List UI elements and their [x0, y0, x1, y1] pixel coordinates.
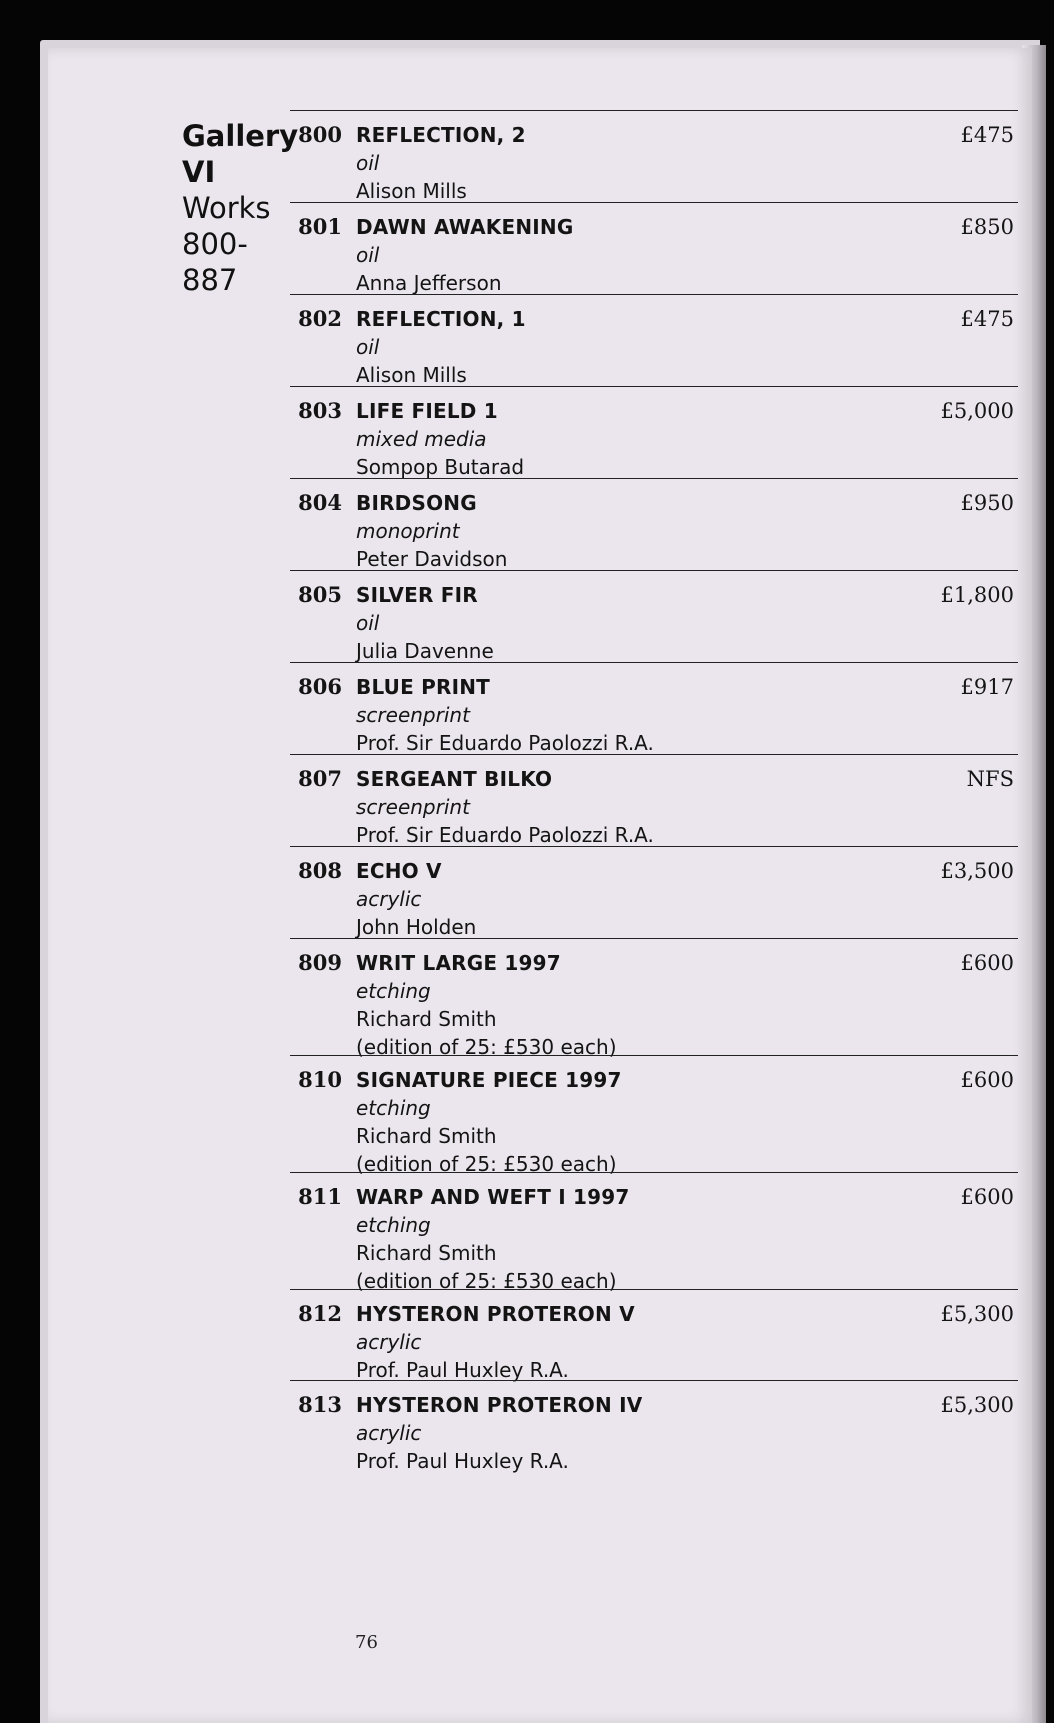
work-details [356, 213, 1018, 297]
work-entry [290, 386, 1018, 478]
work-details [356, 397, 1018, 481]
work-price: £5,300 [940, 1393, 1014, 1417]
work-entry [290, 478, 1018, 570]
work-title: SIGNATURE PIECE 1997 [356, 1068, 622, 1092]
work-number: 808 [298, 858, 342, 883]
work-number: 810 [298, 1067, 342, 1092]
work-entry [290, 1172, 1018, 1293]
works-range-start: 800- [182, 227, 248, 261]
works-list [290, 110, 1018, 1471]
work-medium: monoprint [356, 519, 460, 543]
work-number: 801 [298, 214, 342, 239]
work-number: 812 [298, 1301, 342, 1326]
gallery-heading [182, 118, 299, 298]
work-title: ECHO V [356, 859, 442, 883]
work-edition-note: (edition of 25: £530 each) [356, 1152, 617, 1176]
work-price: £950 [960, 491, 1014, 515]
work-details [356, 121, 1018, 205]
work-price: £5,300 [940, 1302, 1014, 1326]
work-price: NFS [966, 767, 1014, 791]
work-price: £1,800 [940, 583, 1014, 607]
work-entry [290, 662, 1018, 754]
work-edition-note: (edition of 25: £530 each) [356, 1035, 617, 1059]
gallery-label: Gallery [182, 119, 299, 153]
work-medium: acrylic [356, 1421, 422, 1445]
work-title: WARP AND WEFT I 1997 [356, 1185, 630, 1209]
work-number: 805 [298, 582, 342, 607]
work-title: REFLECTION, 1 [356, 307, 526, 331]
work-entry [290, 1055, 1018, 1176]
work-number: 813 [298, 1392, 342, 1417]
work-details [356, 673, 1018, 757]
work-title: SILVER FIR [356, 583, 478, 607]
work-medium: oil [356, 243, 380, 267]
works-label: Works [182, 191, 271, 225]
work-entry [290, 1380, 1018, 1471]
work-details [356, 489, 1018, 573]
work-artist: Prof. Paul Huxley R.A. [356, 1358, 569, 1382]
work-title: REFLECTION, 2 [356, 123, 526, 147]
work-details [356, 765, 1018, 849]
work-details [356, 1391, 1018, 1475]
work-artist: John Holden [356, 915, 477, 939]
work-medium: etching [356, 979, 431, 1003]
work-number: 803 [298, 398, 342, 423]
page-number: 76 [355, 1632, 378, 1653]
work-artist: Richard Smith [356, 1124, 497, 1148]
work-price: £475 [960, 307, 1014, 331]
work-medium: acrylic [356, 887, 422, 911]
work-title: BIRDSONG [356, 491, 477, 515]
work-price: £3,500 [940, 859, 1014, 883]
work-number: 811 [298, 1184, 342, 1209]
work-title: DAWN AWAKENING [356, 215, 574, 239]
work-details [356, 1066, 1018, 1178]
work-number: 809 [298, 950, 342, 975]
work-price: £600 [960, 951, 1014, 975]
work-title: BLUE PRINT [356, 675, 491, 699]
work-details [356, 857, 1018, 941]
work-medium: oil [356, 611, 380, 635]
work-price: £850 [960, 215, 1014, 239]
work-artist: Anna Jefferson [356, 271, 502, 295]
work-medium: etching [356, 1096, 431, 1120]
work-entry [290, 938, 1018, 1059]
work-price: £600 [960, 1068, 1014, 1092]
work-artist: Alison Mills [356, 179, 467, 203]
work-artist: Peter Davidson [356, 547, 508, 571]
work-artist: Alison Mills [356, 363, 467, 387]
works-range-end: 887 [182, 263, 238, 297]
work-artist: Prof. Sir Eduardo Paolozzi R.A. [356, 731, 654, 755]
work-title: HYSTERON PROTERON IV [356, 1393, 643, 1417]
work-artist: Sompop Butarad [356, 455, 525, 479]
work-artist: Prof. Sir Eduardo Paolozzi R.A. [356, 823, 654, 847]
work-artist: Julia Davenne [356, 639, 494, 663]
work-title: HYSTERON PROTERON V [356, 1302, 635, 1326]
work-edition-note: (edition of 25: £530 each) [356, 1269, 617, 1293]
work-medium: screenprint [356, 795, 470, 819]
work-medium: acrylic [356, 1330, 422, 1354]
work-entry [290, 202, 1018, 294]
work-title: WRIT LARGE 1997 [356, 951, 561, 975]
work-title: LIFE FIELD 1 [356, 399, 498, 423]
work-title: SERGEANT BILKO [356, 767, 553, 791]
work-entry [290, 570, 1018, 662]
work-entry [290, 294, 1018, 386]
work-artist: Richard Smith [356, 1241, 497, 1265]
work-price: £475 [960, 123, 1014, 147]
work-number: 802 [298, 306, 342, 331]
work-medium: mixed media [356, 427, 487, 451]
gallery-number: VI [182, 155, 216, 189]
work-medium: etching [356, 1213, 431, 1237]
work-artist: Prof. Paul Huxley R.A. [356, 1449, 569, 1473]
work-entry [290, 110, 1018, 202]
work-details [356, 949, 1018, 1061]
work-entry [290, 1289, 1018, 1380]
work-number: 800 [298, 122, 342, 147]
work-price: £5,000 [940, 399, 1014, 423]
work-number: 807 [298, 766, 342, 791]
work-details [356, 1300, 1018, 1384]
work-artist: Richard Smith [356, 1007, 497, 1031]
work-medium: oil [356, 335, 380, 359]
work-price: £917 [960, 675, 1014, 699]
work-details [356, 1183, 1018, 1295]
work-entry [290, 754, 1018, 846]
work-price: £600 [960, 1185, 1014, 1209]
work-details [356, 305, 1018, 389]
work-medium: oil [356, 151, 380, 175]
work-number: 806 [298, 674, 342, 699]
work-number: 804 [298, 490, 342, 515]
work-entry [290, 846, 1018, 938]
work-medium: screenprint [356, 703, 470, 727]
work-details [356, 581, 1018, 665]
